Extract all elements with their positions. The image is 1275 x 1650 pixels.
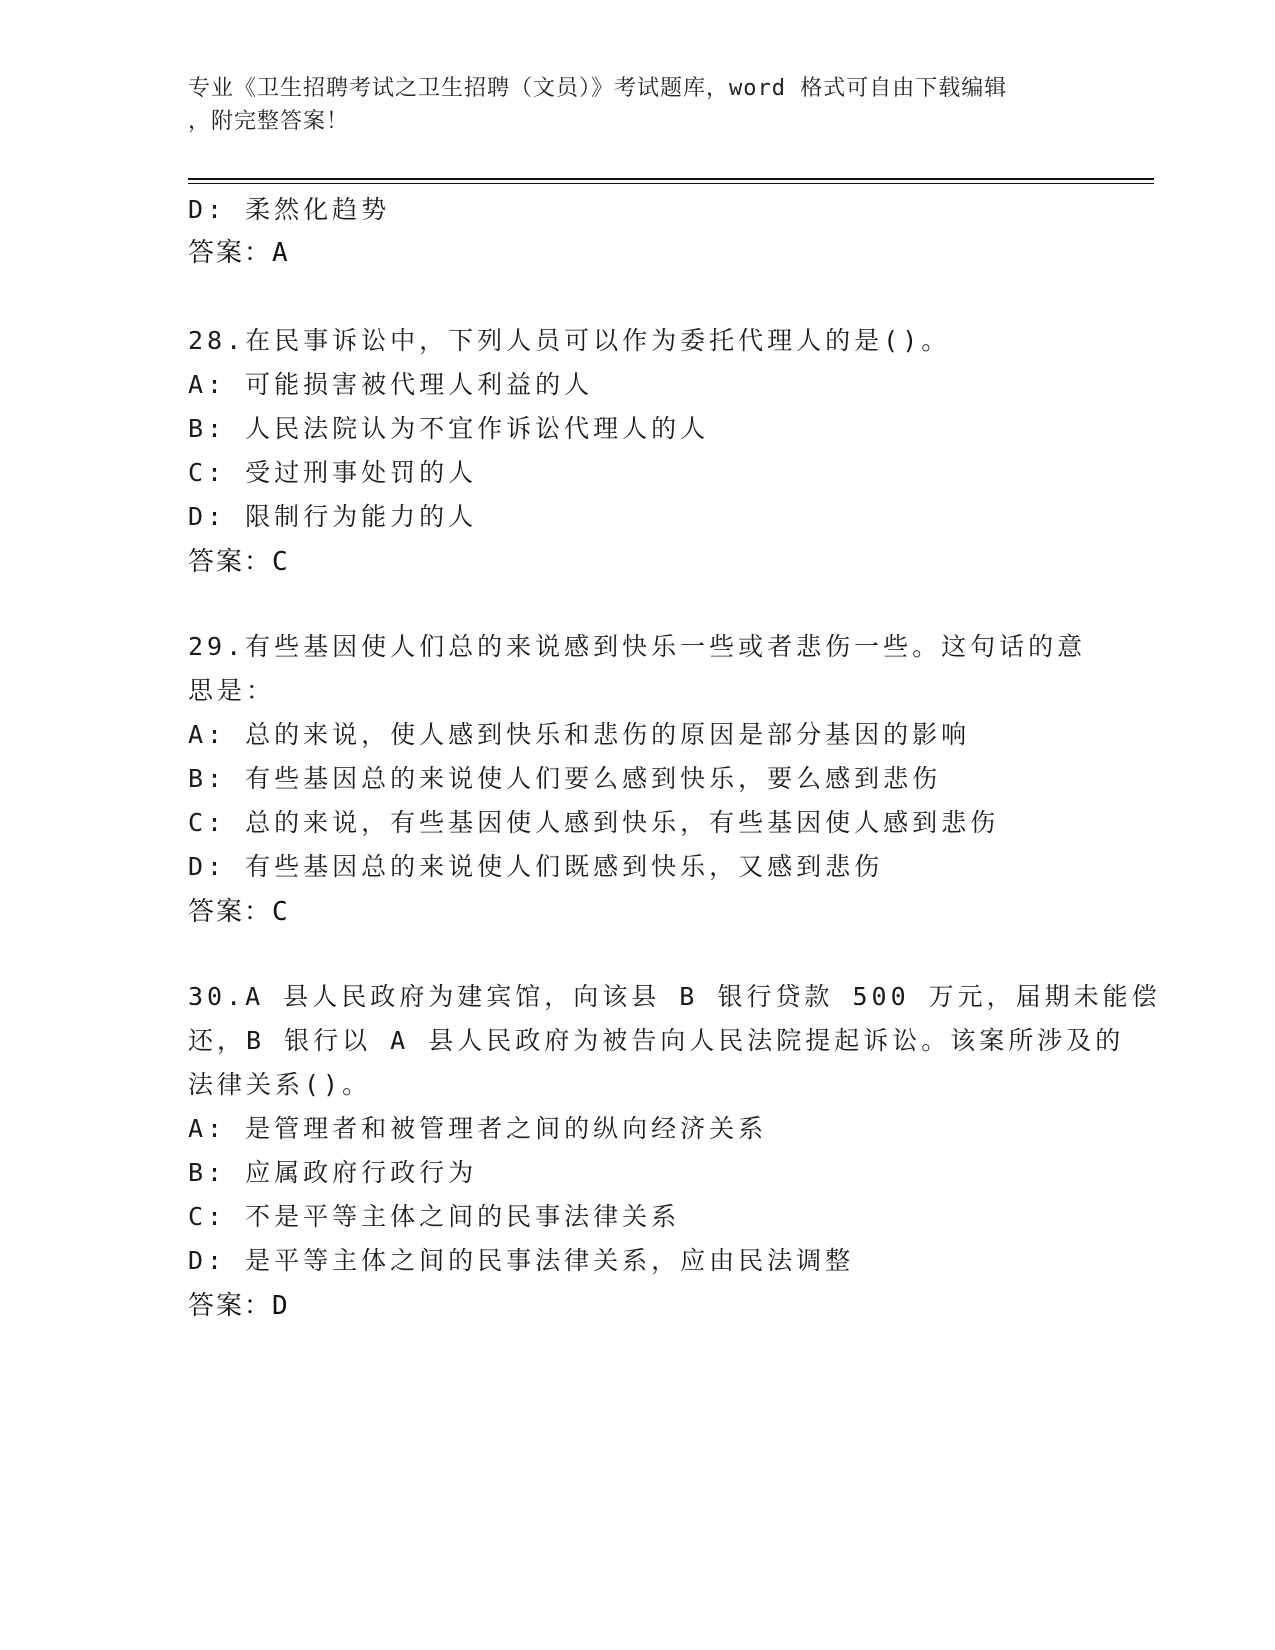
- answer-label: 答案：: [188, 238, 273, 268]
- q30-stem-line-1: 30.A 县人民政府为建宾馆，向该县 B 银行贷款 500 万元，届期未能偿: [188, 982, 1161, 1011]
- document-header: [188, 72, 1088, 138]
- answer-label: 答案：: [188, 547, 273, 577]
- q29-option-c: C: 总的来说，有些基因使人感到快乐，有些基因使人感到悲伤: [188, 808, 1000, 837]
- q28-answer: [188, 541, 288, 578]
- q30-stem-line-3: 法律关系()。: [188, 1070, 372, 1099]
- header-divider: [188, 178, 1154, 180]
- prev-answer: [188, 232, 288, 269]
- answer-label: 答案：: [188, 897, 273, 927]
- q28-option-c: C: 受过刑事处罚的人: [188, 458, 478, 487]
- q28-option-a: A: 可能损害被代理人利益的人: [188, 370, 594, 399]
- header-divider-thin: [188, 183, 1154, 184]
- q29-stem-line-2: 思是：: [188, 676, 276, 705]
- answer-value: C: [272, 897, 288, 927]
- q30-option-a: A: 是管理者和被管理者之间的纵向经济关系: [188, 1114, 768, 1143]
- q30-option-b: B: 应属政府行政行为: [188, 1158, 478, 1187]
- q29-option-a: A: 总的来说，使人感到快乐和悲伤的原因是部分基因的影响: [188, 720, 971, 749]
- q28-option-b: B: 人民法院认为不宜作诉讼代理人的人: [188, 414, 710, 443]
- header-title-line-2: ，附完整答案！: [188, 109, 350, 134]
- q30-option-c: C: 不是平等主体之间的民事法律关系: [188, 1202, 681, 1231]
- q29-option-b: B: 有些基因总的来说使人们要么感到快乐，要么感到悲伤: [188, 764, 942, 793]
- q29-option-d: D: 有些基因总的来说使人们既感到快乐，又感到悲伤: [188, 852, 884, 881]
- header-title-line-1: 专业《卫生招聘考试之卫生招聘（文员）》考试题库，word 格式可自由下载编辑: [188, 76, 1008, 101]
- q30-answer: [188, 1285, 288, 1322]
- prev-option-d: D: 柔然化趋势: [188, 195, 391, 224]
- answer-value: C: [272, 547, 288, 577]
- q30-option-d: D: 是平等主体之间的民事法律关系，应由民法调整: [188, 1246, 855, 1275]
- answer-value: A: [272, 238, 288, 268]
- q28-stem: 28.在民事诉讼中，下列人员可以作为委托代理人的是()。: [188, 326, 951, 355]
- q28-option-d: D: 限制行为能力的人: [188, 502, 478, 531]
- answer-label: 答案：: [188, 1291, 273, 1321]
- answer-value: D: [272, 1291, 288, 1321]
- q29-stem-line-1: 29.有些基因使人们总的来说感到快乐一些或者悲伤一些。这句话的意: [188, 632, 1087, 661]
- q30-stem-line-2: 还，B 银行以 A 县人民政府为被告向人民法院提起诉讼。该案所涉及的: [188, 1026, 1125, 1055]
- q29-answer: [188, 891, 288, 928]
